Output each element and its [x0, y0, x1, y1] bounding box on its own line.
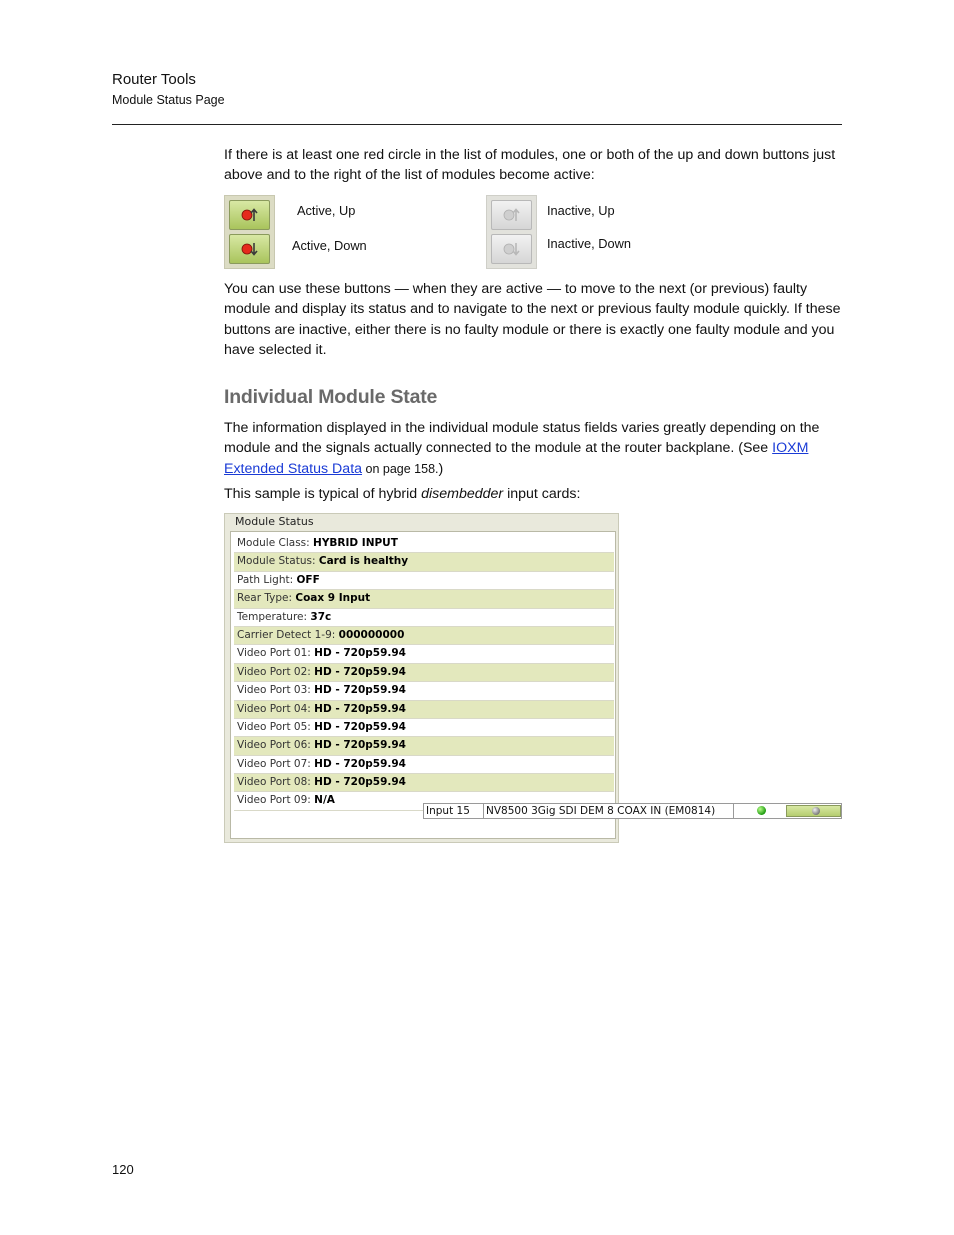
module-status-panel [224, 513, 619, 843]
status-row-label: Module Class: [237, 537, 310, 549]
module-list-row[interactable] [423, 803, 842, 819]
status-row-label: Video Port 01: [237, 647, 311, 660]
status-row [234, 553, 614, 571]
status-row [234, 645, 614, 663]
status-row-value: HD - 720p59.94 [314, 720, 406, 733]
page-reference: on page 158. [362, 461, 439, 476]
status-row-label: Video Port 03: [237, 684, 311, 697]
status-row [234, 719, 614, 737]
active-down-button [229, 234, 270, 264]
status-row-label: Carrier Detect 1-9: [237, 628, 336, 641]
sample-text-emphasis: disembedder [421, 486, 504, 502]
status-led-green-icon [757, 806, 766, 815]
status-led-grey-icon [812, 807, 820, 815]
status-row [234, 774, 614, 792]
status-row [234, 701, 614, 719]
section-body-close: ) [438, 460, 444, 477]
status-row [234, 627, 614, 645]
status-row [234, 572, 614, 590]
module-status-legend: Module Status [235, 515, 314, 528]
inactive-up-label: Inactive, Up [547, 203, 615, 218]
status-row-label: Video Port 07: [237, 757, 311, 770]
sample-paragraph [224, 484, 844, 504]
status-row-value: HD - 720p59.94 [314, 702, 406, 715]
status-row-value: HYBRID INPUT [313, 537, 398, 549]
inactive-buttons-illustration [486, 195, 537, 269]
arrow-down-icon [503, 240, 521, 258]
status-row [234, 590, 614, 608]
status-row-label: Video Port 09: [237, 794, 311, 807]
status-row-value: Coax 9 Input [295, 592, 371, 605]
module-slot: Input 15 [426, 805, 470, 817]
status-row [234, 535, 614, 553]
status-row-label: Path Light: [237, 573, 294, 586]
status-row [234, 609, 614, 627]
active-up-label: Active, Up [297, 203, 356, 218]
status-row-value: N/A [314, 794, 335, 807]
status-row-value: 000000000 [338, 628, 405, 641]
running-header-title: Router Tools [112, 71, 196, 88]
inactive-down-button [491, 234, 532, 264]
status-row [234, 682, 614, 700]
module-status-rows [234, 535, 614, 811]
status-row-label: Video Port 02: [237, 665, 311, 678]
column-divider [733, 804, 734, 818]
arrow-up-icon [503, 206, 521, 224]
status-row-value: OFF [296, 573, 320, 586]
sample-text-post: input cards: [503, 486, 581, 502]
status-row-value: HD - 720p59.94 [314, 739, 406, 752]
status-row [234, 737, 614, 755]
section-body-text: The information displayed in the individual module status fields varies greatly depending on the module and the signals actually connected to the module at the router backplane. (See [224, 420, 820, 457]
active-down-label: Active, Down [292, 238, 367, 253]
status-row [234, 664, 614, 682]
status-row-value: Card is healthy [318, 555, 409, 568]
inactive-up-button [491, 200, 532, 230]
status-row-value: HD - 720p59.94 [314, 647, 406, 660]
header-divider [112, 124, 842, 125]
status-row [234, 756, 614, 774]
section-heading: Individual Module State [224, 386, 438, 408]
arrow-up-icon [241, 206, 259, 224]
section-body-paragraph [224, 418, 844, 479]
active-up-button [229, 200, 270, 230]
running-header-subtitle: Module Status Page [112, 93, 225, 107]
module-status-list [230, 531, 616, 839]
status-row-value: 37c [310, 610, 332, 623]
status-row-label: Temperature: [237, 610, 308, 623]
status-row-label: Video Port 06: [237, 739, 311, 752]
page-number: 120 [112, 1162, 134, 1177]
status-row-value: HD - 720p59.94 [314, 776, 406, 789]
status-row-label: Video Port 05: [237, 720, 311, 733]
status-row-label: Video Port 08: [237, 776, 311, 789]
status-row-label: Module Status: [237, 555, 316, 568]
column-divider [483, 804, 484, 818]
status-row-value: HD - 720p59.94 [314, 665, 406, 678]
active-buttons-illustration [224, 195, 275, 269]
ioxm-extended-status-link[interactable]: IOXM Extended Status Data [224, 440, 809, 477]
arrow-down-icon [241, 240, 259, 258]
intro-paragraph: If there is at least one red circle in the list of modules, one or both of the up and down buttons just above and to the right of the list of modules become active: [224, 147, 836, 184]
sample-text-pre: This sample is typical of hybrid [224, 486, 422, 502]
status-row-value: HD - 720p59.94 [314, 684, 406, 697]
status-row-label: Rear Type: [237, 592, 293, 605]
status-row-label: Video Port 04: [237, 702, 311, 715]
inactive-down-label: Inactive, Down [547, 236, 631, 251]
module-description: NV8500 3Gig SDI DEM 8 COAX IN (EM0814) [486, 805, 716, 817]
path-light-button[interactable] [786, 805, 841, 817]
usage-paragraph: You can use these buttons — when they are active — to move to the next (or previous) faulty module and display its status and to navigate to the next or previous faulty module quickly. If these buttons are inactive, either there is no faulty module or there is exactly one faulty module and you have selected it. [224, 281, 841, 359]
status-row-value: HD - 720p59.94 [314, 757, 406, 770]
